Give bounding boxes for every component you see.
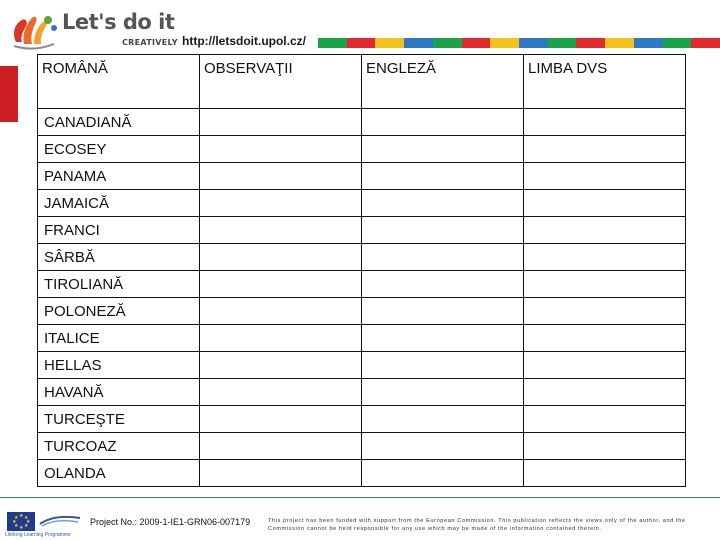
color-stripe: [318, 38, 720, 48]
lifelong-learning-logo-icon: [38, 512, 82, 528]
logo-title: Let's do it: [62, 10, 175, 34]
column-header-observatii: OBSERVAŢII: [200, 55, 362, 109]
cell-observatii[interactable]: [200, 244, 362, 271]
cell-observatii[interactable]: [200, 271, 362, 298]
website-url[interactable]: http://letsdoit.upol.cz/: [182, 34, 306, 48]
table-row: [38, 271, 686, 298]
cell-observatii[interactable]: [200, 325, 362, 352]
hands-logo-icon: [10, 12, 58, 50]
cell-limba-dvs[interactable]: [524, 190, 686, 217]
row-label: HELLAS: [38, 352, 200, 379]
cell-limba-dvs[interactable]: [524, 325, 686, 352]
eu-flag-icon: ★ ★ ★ ★ ★ ★ ★ ★: [7, 512, 35, 531]
stripe-segment: [462, 38, 491, 48]
cell-limba-dvs[interactable]: [524, 217, 686, 244]
stripe-segment: [691, 38, 720, 48]
cell-engleza[interactable]: [362, 163, 524, 190]
cell-limba-dvs[interactable]: [524, 406, 686, 433]
cell-observatii[interactable]: [200, 136, 362, 163]
stripe-segment: [375, 38, 404, 48]
cell-limba-dvs[interactable]: [524, 136, 686, 163]
cell-observatii[interactable]: [200, 352, 362, 379]
stripe-segment: [576, 38, 605, 48]
row-label: SÂRBĂ: [38, 244, 200, 271]
vocabulary-table: [37, 54, 686, 487]
cell-limba-dvs[interactable]: [524, 271, 686, 298]
row-label: TURCOAZ: [38, 433, 200, 460]
table-row: [38, 217, 686, 244]
table-row: [38, 298, 686, 325]
column-header-limba-dvs: LIMBA DVS: [524, 55, 686, 109]
stripe-segment: [318, 38, 347, 48]
column-header-romana: ROMÂNĂ: [38, 55, 200, 109]
footer-divider: [0, 497, 720, 498]
cell-observatii[interactable]: [200, 298, 362, 325]
cell-engleza[interactable]: [362, 352, 524, 379]
table-row: [38, 190, 686, 217]
cell-observatii[interactable]: [200, 190, 362, 217]
cell-engleza[interactable]: [362, 271, 524, 298]
cell-engleza[interactable]: [362, 109, 524, 136]
table-row: [38, 352, 686, 379]
cell-limba-dvs[interactable]: [524, 433, 686, 460]
stripe-segment: [347, 38, 376, 48]
table-row: [38, 460, 686, 487]
red-side-tab: [0, 66, 18, 122]
row-label: TURCEŞTE: [38, 406, 200, 433]
cell-observatii[interactable]: [200, 379, 362, 406]
cell-engleza[interactable]: [362, 298, 524, 325]
table-row: [38, 325, 686, 352]
cell-engleza[interactable]: [362, 406, 524, 433]
cell-engleza[interactable]: [362, 379, 524, 406]
row-label: POLONEZĂ: [38, 298, 200, 325]
disclaimer-text: This project has been funded with support from the European Commission. This publication reflects the views only of the author, and the Commission cannot be held responsible for any use which may be made of the information contained therein.: [268, 518, 686, 532]
stripe-segment: [605, 38, 634, 48]
table-row: [38, 406, 686, 433]
cell-observatii[interactable]: [200, 109, 362, 136]
cell-limba-dvs[interactable]: [524, 460, 686, 487]
row-label: JAMAICĂ: [38, 190, 200, 217]
table-header-row: [38, 55, 686, 109]
cell-engleza[interactable]: [362, 460, 524, 487]
column-header-engleza: ENGLEZĂ: [362, 55, 524, 109]
cell-observatii[interactable]: [200, 163, 362, 190]
cell-limba-dvs[interactable]: [524, 244, 686, 271]
row-label: OLANDA: [38, 460, 200, 487]
cell-engleza[interactable]: [362, 433, 524, 460]
logo-subtitle: CREATIVELY: [122, 38, 178, 47]
cell-limba-dvs[interactable]: [524, 352, 686, 379]
stripe-segment: [519, 38, 548, 48]
row-label: CANADIANĂ: [38, 109, 200, 136]
table-row: [38, 433, 686, 460]
cell-limba-dvs[interactable]: [524, 298, 686, 325]
table-row: [38, 109, 686, 136]
project-number: Project No.: 2009-1-IE1-GRN06-007179: [90, 517, 251, 527]
row-label: FRANCI: [38, 217, 200, 244]
cell-observatii[interactable]: [200, 406, 362, 433]
table-row: [38, 379, 686, 406]
cell-limba-dvs[interactable]: [524, 379, 686, 406]
programme-text: Lifelong Learning Programme: [5, 532, 71, 538]
stripe-segment: [404, 38, 433, 48]
row-label: HAVANĂ: [38, 379, 200, 406]
stripe-segment: [548, 38, 577, 48]
cell-limba-dvs[interactable]: [524, 163, 686, 190]
cell-observatii[interactable]: [200, 217, 362, 244]
row-label: PANAMA: [38, 163, 200, 190]
cell-engleza[interactable]: [362, 244, 524, 271]
cell-engleza[interactable]: [362, 325, 524, 352]
lets-do-it-logo: [8, 10, 178, 50]
cell-limba-dvs[interactable]: [524, 109, 686, 136]
row-label: ITALICE: [38, 325, 200, 352]
stripe-segment: [433, 38, 462, 48]
stripe-segment: [663, 38, 692, 48]
cell-engleza[interactable]: [362, 136, 524, 163]
cell-engleza[interactable]: [362, 217, 524, 244]
table-row: [38, 136, 686, 163]
table-row: [38, 163, 686, 190]
row-label: TIROLIANĂ: [38, 271, 200, 298]
stripe-segment: [490, 38, 519, 48]
table-row: [38, 244, 686, 271]
cell-engleza[interactable]: [362, 190, 524, 217]
stripe-segment: [634, 38, 663, 48]
row-label: ECOSEY: [38, 136, 200, 163]
cell-observatii[interactable]: [200, 460, 362, 487]
cell-observatii[interactable]: [200, 433, 362, 460]
